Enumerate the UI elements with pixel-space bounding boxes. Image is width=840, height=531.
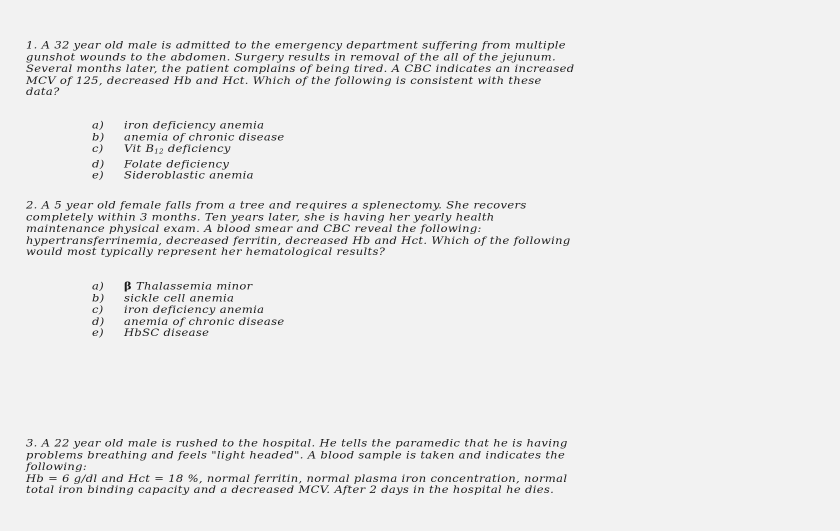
question-1-line: Several months later, the patient complains of being tired. A CBC indicates an increased <box>26 62 575 75</box>
option-e: e) Sideroblastic anemia <box>92 169 254 182</box>
question-1-stem <box>26 40 826 98</box>
question-1-line: 1. A 32 year old male is admitted to the emergency department suffering from multiple <box>26 39 566 52</box>
question-2-line: completely within 3 months. Ten years later, she is having her yearly health <box>26 210 495 223</box>
question-3-line: Hb = 6 g/dl and Hct = 18 %, normal ferritin, normal plasma iron concentration, normal <box>26 472 568 485</box>
option-a: a) iron deficiency anemia <box>92 119 265 132</box>
question-3-line: problems breathing and feels "light headed". A blood sample is taken and indicates the <box>26 448 566 461</box>
question-2-options <box>92 281 285 339</box>
option-c: c) Vit $B_{12}$ deficiency <box>92 142 231 156</box>
question-1-line: MCV of 125, decreased Hb and Hct. Which of the following is consistent with these <box>26 74 542 87</box>
question-2-line: would most typically represent her hematological results? <box>26 245 386 258</box>
question-2-line: hypertransferrinemia, decreased ferritin, decreased Hb and Hct. Which of the following <box>26 234 571 247</box>
option-d: d) anemia of chronic disease <box>92 315 285 328</box>
question-2-line: 2. A 5 year old female falls from a tree and requires a splenectomy. She recovers <box>26 199 527 212</box>
question-1-line: gunshot wounds to the abdomen. Surgery results in removal of the all of the jejunum. <box>26 50 557 63</box>
option-b: b) anemia of chronic disease <box>92 130 285 143</box>
question-3-stem <box>26 438 826 496</box>
option-c: c) iron deficiency anemia <box>92 303 265 316</box>
question-2-line: maintenance physical exam. A blood smear and CBC reveal the following: <box>26 222 482 235</box>
question-3-line: total iron binding capacity and a decreased MCV. After 2 days in the hospital he dies. <box>26 483 555 496</box>
option-d: d) Folate deficiency <box>92 157 230 170</box>
question-2-stem <box>26 200 826 258</box>
question-1-line: data? <box>26 85 60 98</box>
question-3-line: 3. A 22 year old male is rushed to the hospital. He tells the paramedic that he is having <box>26 437 568 450</box>
option-e: e) HbSC disease <box>92 326 210 339</box>
beta-symbol: β <box>124 280 132 293</box>
option-b: b) sickle cell anemia <box>92 291 235 304</box>
question-1-options <box>92 120 285 182</box>
question-3-line: following: <box>26 460 88 473</box>
option-a: a) β Thalassemia minor <box>92 280 253 293</box>
